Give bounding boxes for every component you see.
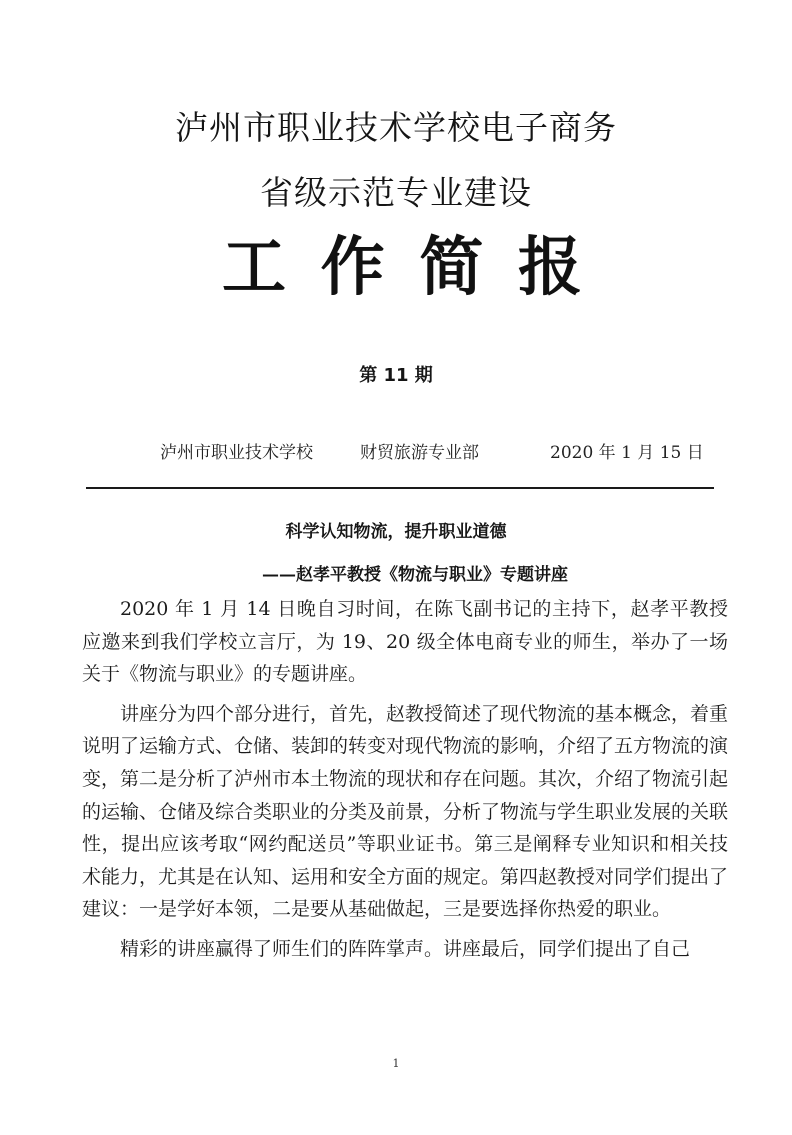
publication-meta (160, 440, 720, 466)
meta-department: 财贸旅游专业部 (360, 443, 479, 463)
article-body (82, 593, 728, 966)
article-title: 科学认知物流，提升职业道德 (285, 522, 507, 542)
article-subtitle: ——赵孝平教授《物流与职业》专题讲座 (262, 565, 568, 585)
program-subtitle: 省级示范专业建设 (260, 173, 532, 212)
bulletin-title (222, 228, 582, 308)
org-title: 泸州市职业技术学校电子商务 (175, 108, 617, 147)
page-number: 1 (392, 1057, 400, 1070)
article-paragraph: 精彩的讲座赢得了师生们的阵阵掌声。讲座最后，同学们提出了自己 (120, 937, 691, 960)
article-paragraph: 讲座分为四个部分进行，首先，赵教授简述了现代物流的基本概念，着重说明了运输方式、仓储、装卸的转变对现代物流的影响，介绍了五方物流的演变，第二是分析了泸州市本土物流的现状和存在问题。其次，介绍了物流引起的运输、仓储及综合类职业的分类及前景，分析了物流与学生职业发展的关联性，提出应该考取“网约配送员”等职业证书。第三是阐释专业知识和相关技术能力，尤其是在认知、运用和安全方面的规定。第四赵教授对同学们提出了建议：一是学好本领，二是要从基础做起，三是要选择你热爱的职业。 (82, 702, 729, 921)
meta-school: 泸州市职业技术学校 (160, 443, 313, 463)
header-divider (86, 487, 714, 489)
bulletin-title-char: 工 (222, 231, 286, 305)
bulletin-title-char: 作 (320, 231, 385, 305)
bulletin-title-char: 报 (517, 231, 582, 305)
bulletin-title-char: 简 (419, 231, 484, 305)
article-paragraph: 2020 年 1 月 14 日晚自习时间，在陈飞副书记的主持下，赵孝平教授应邀来到我们学校立言厅，为 19、20 级全体电商专业的师生，举办了一场关于《物流与职业》的专题讲座。 (82, 598, 728, 686)
issue-number: 第 11 期 (359, 365, 433, 386)
meta-date: 2020 年 1 月 15 日 (550, 443, 704, 463)
